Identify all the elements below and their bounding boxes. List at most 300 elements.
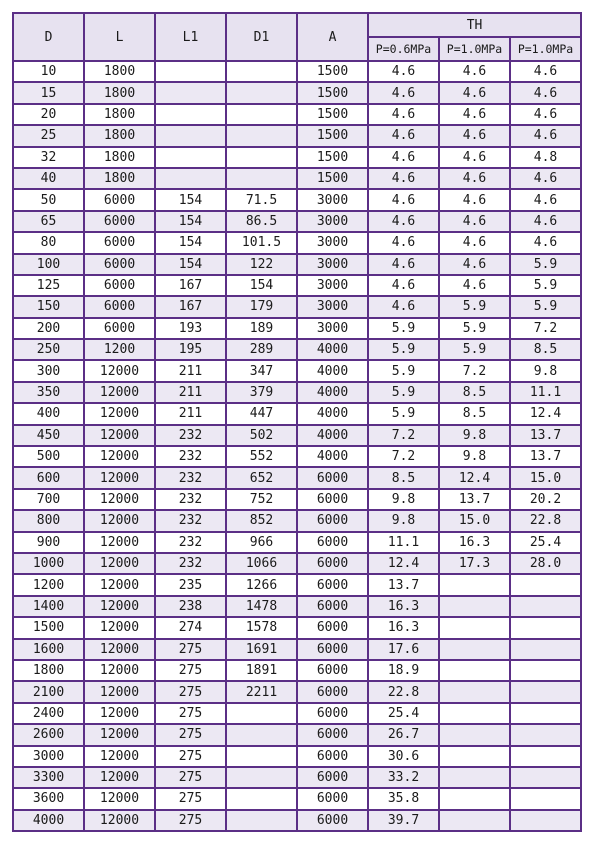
cell-th-p1: 4.6	[368, 61, 439, 82]
cell-d: 1600	[13, 639, 84, 660]
cell-th-p1: 7.2	[368, 446, 439, 467]
cell-d: 350	[13, 382, 84, 403]
cell-d: 600	[13, 467, 84, 488]
cell-th-p1: 8.5	[368, 467, 439, 488]
cell-d: 300	[13, 360, 84, 381]
cell-l: 1800	[84, 125, 155, 146]
cell-th-p3: 4.6	[510, 189, 581, 210]
cell-a: 3000	[297, 211, 368, 232]
cell-th-p2	[439, 639, 510, 660]
cell-th-p2	[439, 574, 510, 595]
cell-d1: 1891	[226, 660, 297, 681]
cell-th-p3: 4.6	[510, 232, 581, 253]
cell-l: 12000	[84, 639, 155, 660]
cell-th-p2: 4.6	[439, 168, 510, 189]
cell-d: 20	[13, 104, 84, 125]
cell-l1: 154	[155, 232, 226, 253]
cell-d1: 189	[226, 318, 297, 339]
cell-th-p3: 11.1	[510, 382, 581, 403]
cell-d: 1800	[13, 660, 84, 681]
cell-th-p2: 5.9	[439, 296, 510, 317]
cell-th-p1: 13.7	[368, 574, 439, 595]
cell-d1: 1578	[226, 617, 297, 638]
cell-th-p2: 5.9	[439, 318, 510, 339]
cell-a: 6000	[297, 788, 368, 809]
table-row	[13, 211, 581, 232]
cell-th-p3	[510, 788, 581, 809]
cell-th-p1: 5.9	[368, 403, 439, 424]
cell-th-p2: 5.9	[439, 339, 510, 360]
cell-l1: 167	[155, 296, 226, 317]
cell-l: 12000	[84, 360, 155, 381]
cell-l: 12000	[84, 767, 155, 788]
cell-l1: 232	[155, 553, 226, 574]
cell-th-p1: 39.7	[368, 810, 439, 831]
cell-a: 3000	[297, 318, 368, 339]
cell-th-p3: 7.2	[510, 318, 581, 339]
cell-th-p2: 4.6	[439, 82, 510, 103]
cell-l1: 154	[155, 254, 226, 275]
cell-d1: 1478	[226, 596, 297, 617]
cell-a: 3000	[297, 296, 368, 317]
cell-a: 4000	[297, 339, 368, 360]
cell-l1: 232	[155, 467, 226, 488]
cell-th-p3: 15.0	[510, 467, 581, 488]
cell-l: 12000	[84, 446, 155, 467]
table-row	[13, 467, 581, 488]
cell-th-p1: 4.6	[368, 168, 439, 189]
cell-th-p2: 4.6	[439, 254, 510, 275]
cell-th-p3: 4.6	[510, 104, 581, 125]
table-row	[13, 296, 581, 317]
cell-l: 12000	[84, 724, 155, 745]
cell-th-p3: 4.8	[510, 147, 581, 168]
table-body	[13, 61, 581, 831]
cell-th-p1: 17.6	[368, 639, 439, 660]
cell-l: 12000	[84, 617, 155, 638]
cell-d1: 122	[226, 254, 297, 275]
cell-l: 6000	[84, 254, 155, 275]
table-row	[13, 425, 581, 446]
cell-l: 1800	[84, 104, 155, 125]
cell-th-p1: 9.8	[368, 489, 439, 510]
cell-a: 1500	[297, 82, 368, 103]
cell-th-p3: 4.6	[510, 168, 581, 189]
cell-l1: 211	[155, 403, 226, 424]
cell-th-p3: 4.6	[510, 82, 581, 103]
cell-a: 4000	[297, 403, 368, 424]
cell-l1	[155, 168, 226, 189]
cell-d: 2600	[13, 724, 84, 745]
cell-a: 6000	[297, 810, 368, 831]
cell-th-p2: 4.6	[439, 211, 510, 232]
cell-th-p1: 4.6	[368, 125, 439, 146]
table-row	[13, 596, 581, 617]
cell-l1: 275	[155, 767, 226, 788]
table-row	[13, 767, 581, 788]
table-row	[13, 82, 581, 103]
cell-th-p3: 13.7	[510, 446, 581, 467]
table-row	[13, 61, 581, 82]
header-th: TH	[368, 13, 581, 37]
cell-l: 12000	[84, 746, 155, 767]
cell-l1: 232	[155, 510, 226, 531]
header-pressure-3: P=1.0MPa	[510, 37, 581, 61]
cell-th-p2: 4.6	[439, 275, 510, 296]
cell-a: 3000	[297, 254, 368, 275]
cell-d: 1000	[13, 553, 84, 574]
cell-th-p3	[510, 703, 581, 724]
cell-th-p3: 13.7	[510, 425, 581, 446]
cell-l1: 275	[155, 746, 226, 767]
cell-l: 12000	[84, 596, 155, 617]
table-row	[13, 232, 581, 253]
cell-th-p2: 4.6	[439, 147, 510, 168]
cell-th-p2: 9.8	[439, 446, 510, 467]
cell-a: 1500	[297, 168, 368, 189]
cell-th-p3	[510, 596, 581, 617]
cell-th-p3: 5.9	[510, 296, 581, 317]
header-a: A	[297, 13, 368, 61]
cell-d: 3600	[13, 788, 84, 809]
cell-l: 6000	[84, 318, 155, 339]
cell-th-p2	[439, 703, 510, 724]
cell-d: 15	[13, 82, 84, 103]
cell-l: 12000	[84, 703, 155, 724]
cell-l: 12000	[84, 532, 155, 553]
cell-th-p3	[510, 574, 581, 595]
cell-l: 1800	[84, 61, 155, 82]
table-row	[13, 318, 581, 339]
cell-l: 1800	[84, 82, 155, 103]
cell-d1: 966	[226, 532, 297, 553]
cell-a: 3000	[297, 189, 368, 210]
cell-a: 1500	[297, 147, 368, 168]
cell-th-p3	[510, 746, 581, 767]
cell-d1: 1066	[226, 553, 297, 574]
cell-d: 250	[13, 339, 84, 360]
cell-a: 6000	[297, 617, 368, 638]
cell-th-p2: 13.7	[439, 489, 510, 510]
cell-l1: 195	[155, 339, 226, 360]
cell-l: 12000	[84, 510, 155, 531]
cell-a: 6000	[297, 703, 368, 724]
pipe-spec-table	[12, 12, 582, 832]
cell-l: 12000	[84, 403, 155, 424]
cell-d1	[226, 767, 297, 788]
cell-a: 6000	[297, 553, 368, 574]
cell-a: 4000	[297, 360, 368, 381]
cell-th-p3	[510, 660, 581, 681]
cell-a: 1500	[297, 104, 368, 125]
cell-th-p1: 5.9	[368, 382, 439, 403]
cell-d: 450	[13, 425, 84, 446]
header-d1: D1	[226, 13, 297, 61]
cell-d1: 1691	[226, 639, 297, 660]
cell-l: 12000	[84, 425, 155, 446]
table-row	[13, 254, 581, 275]
cell-th-p2: 8.5	[439, 382, 510, 403]
cell-l1: 154	[155, 189, 226, 210]
cell-th-p1: 9.8	[368, 510, 439, 531]
cell-d1: 379	[226, 382, 297, 403]
cell-l1: 232	[155, 532, 226, 553]
cell-th-p2	[439, 746, 510, 767]
cell-d1: 101.5	[226, 232, 297, 253]
cell-d1	[226, 724, 297, 745]
cell-th-p3	[510, 639, 581, 660]
cell-d1	[226, 788, 297, 809]
cell-l: 12000	[84, 467, 155, 488]
cell-d: 32	[13, 147, 84, 168]
cell-d: 80	[13, 232, 84, 253]
cell-l: 1800	[84, 147, 155, 168]
cell-th-p2	[439, 724, 510, 745]
header-d: D	[13, 13, 84, 61]
cell-d1: 552	[226, 446, 297, 467]
cell-l1: 275	[155, 724, 226, 745]
table-row	[13, 339, 581, 360]
cell-l1: 154	[155, 211, 226, 232]
cell-th-p1: 25.4	[368, 703, 439, 724]
cell-th-p2: 9.8	[439, 425, 510, 446]
cell-a: 6000	[297, 660, 368, 681]
cell-th-p1: 4.6	[368, 254, 439, 275]
cell-l: 12000	[84, 382, 155, 403]
cell-l1	[155, 104, 226, 125]
cell-l1	[155, 125, 226, 146]
cell-a: 6000	[297, 767, 368, 788]
cell-a: 6000	[297, 596, 368, 617]
cell-th-p1: 18.9	[368, 660, 439, 681]
table-row	[13, 788, 581, 809]
cell-th-p1: 30.6	[368, 746, 439, 767]
cell-a: 6000	[297, 746, 368, 767]
cell-l1	[155, 61, 226, 82]
cell-d: 150	[13, 296, 84, 317]
cell-d: 400	[13, 403, 84, 424]
cell-th-p1: 5.9	[368, 360, 439, 381]
cell-th-p3: 28.0	[510, 553, 581, 574]
cell-d1	[226, 82, 297, 103]
table-row	[13, 446, 581, 467]
cell-d: 500	[13, 446, 84, 467]
cell-d: 900	[13, 532, 84, 553]
cell-l1: 238	[155, 596, 226, 617]
cell-a: 6000	[297, 532, 368, 553]
cell-d1	[226, 125, 297, 146]
cell-th-p3: 4.6	[510, 61, 581, 82]
cell-d: 100	[13, 254, 84, 275]
cell-th-p2	[439, 681, 510, 702]
cell-l: 12000	[84, 489, 155, 510]
cell-l1: 275	[155, 810, 226, 831]
cell-th-p1: 4.6	[368, 275, 439, 296]
table-row	[13, 703, 581, 724]
cell-d1: 1266	[226, 574, 297, 595]
cell-l: 1800	[84, 168, 155, 189]
cell-d: 800	[13, 510, 84, 531]
cell-l1: 275	[155, 681, 226, 702]
cell-l1: 211	[155, 360, 226, 381]
table-row	[13, 168, 581, 189]
cell-l1: 167	[155, 275, 226, 296]
cell-th-p1: 4.6	[368, 104, 439, 125]
cell-th-p3: 5.9	[510, 275, 581, 296]
cell-th-p3: 9.8	[510, 360, 581, 381]
cell-d1	[226, 168, 297, 189]
table-row	[13, 724, 581, 745]
cell-l1: 232	[155, 425, 226, 446]
cell-th-p3	[510, 810, 581, 831]
cell-d1: 347	[226, 360, 297, 381]
cell-th-p3: 12.4	[510, 403, 581, 424]
cell-l: 12000	[84, 681, 155, 702]
table-row	[13, 617, 581, 638]
cell-th-p1: 4.6	[368, 189, 439, 210]
cell-th-p2: 4.6	[439, 61, 510, 82]
cell-l1: 275	[155, 660, 226, 681]
cell-th-p3: 4.6	[510, 125, 581, 146]
cell-l1: 275	[155, 703, 226, 724]
cell-th-p3	[510, 767, 581, 788]
header-pressure-1: P=0.6MPa	[368, 37, 439, 61]
cell-l: 6000	[84, 189, 155, 210]
cell-th-p2	[439, 617, 510, 638]
cell-d1	[226, 147, 297, 168]
table-row	[13, 403, 581, 424]
cell-th-p3: 5.9	[510, 254, 581, 275]
cell-th-p2	[439, 596, 510, 617]
cell-l: 12000	[84, 553, 155, 574]
cell-th-p1: 16.3	[368, 596, 439, 617]
cell-d1	[226, 746, 297, 767]
table-row	[13, 147, 581, 168]
cell-d1: 154	[226, 275, 297, 296]
cell-d: 2400	[13, 703, 84, 724]
cell-th-p2	[439, 767, 510, 788]
cell-th-p3: 22.8	[510, 510, 581, 531]
cell-d1: 502	[226, 425, 297, 446]
cell-th-p1: 35.8	[368, 788, 439, 809]
cell-l1: 235	[155, 574, 226, 595]
cell-l1	[155, 82, 226, 103]
table-row	[13, 189, 581, 210]
cell-l: 6000	[84, 232, 155, 253]
cell-th-p2: 16.3	[439, 532, 510, 553]
table-row	[13, 553, 581, 574]
cell-d: 200	[13, 318, 84, 339]
cell-a: 4000	[297, 382, 368, 403]
table-row	[13, 104, 581, 125]
cell-a: 1500	[297, 125, 368, 146]
cell-th-p1: 12.4	[368, 553, 439, 574]
cell-th-p1: 4.6	[368, 147, 439, 168]
cell-a: 3000	[297, 275, 368, 296]
cell-l: 6000	[84, 275, 155, 296]
cell-d1	[226, 104, 297, 125]
cell-d1	[226, 61, 297, 82]
table-row	[13, 382, 581, 403]
cell-d: 1500	[13, 617, 84, 638]
table-header	[13, 13, 581, 61]
table-row	[13, 660, 581, 681]
cell-d: 1200	[13, 574, 84, 595]
cell-th-p2: 12.4	[439, 467, 510, 488]
header-pressure-2: P=1.0MPa	[439, 37, 510, 61]
cell-a: 6000	[297, 681, 368, 702]
cell-th-p2: 4.6	[439, 232, 510, 253]
cell-th-p2: 4.6	[439, 104, 510, 125]
cell-d1: 852	[226, 510, 297, 531]
cell-d: 65	[13, 211, 84, 232]
cell-d1: 2211	[226, 681, 297, 702]
cell-d: 1400	[13, 596, 84, 617]
cell-a: 6000	[297, 574, 368, 595]
cell-a: 4000	[297, 446, 368, 467]
cell-th-p3	[510, 617, 581, 638]
cell-l1: 275	[155, 788, 226, 809]
cell-d1: 652	[226, 467, 297, 488]
cell-l: 12000	[84, 660, 155, 681]
cell-th-p1: 4.6	[368, 296, 439, 317]
cell-th-p1: 16.3	[368, 617, 439, 638]
cell-th-p1: 7.2	[368, 425, 439, 446]
cell-a: 6000	[297, 510, 368, 531]
header-l: L	[84, 13, 155, 61]
cell-th-p2	[439, 660, 510, 681]
cell-d1	[226, 703, 297, 724]
table-row	[13, 125, 581, 146]
table-row	[13, 574, 581, 595]
cell-th-p3	[510, 681, 581, 702]
cell-a: 3000	[297, 232, 368, 253]
table-row	[13, 510, 581, 531]
cell-th-p1: 26.7	[368, 724, 439, 745]
cell-l: 6000	[84, 296, 155, 317]
cell-l: 12000	[84, 788, 155, 809]
cell-a: 6000	[297, 467, 368, 488]
cell-th-p3: 4.6	[510, 211, 581, 232]
cell-l: 1200	[84, 339, 155, 360]
cell-l: 12000	[84, 810, 155, 831]
cell-d: 3300	[13, 767, 84, 788]
cell-l1: 275	[155, 639, 226, 660]
table-row	[13, 746, 581, 767]
cell-th-p1: 4.6	[368, 211, 439, 232]
cell-th-p2: 15.0	[439, 510, 510, 531]
cell-d: 25	[13, 125, 84, 146]
cell-th-p1: 5.9	[368, 339, 439, 360]
cell-l: 6000	[84, 211, 155, 232]
cell-d1: 86.5	[226, 211, 297, 232]
cell-d: 50	[13, 189, 84, 210]
cell-a: 1500	[297, 61, 368, 82]
cell-d1: 752	[226, 489, 297, 510]
cell-th-p3: 20.2	[510, 489, 581, 510]
cell-th-p1: 5.9	[368, 318, 439, 339]
cell-d: 3000	[13, 746, 84, 767]
cell-d: 4000	[13, 810, 84, 831]
cell-l1: 211	[155, 382, 226, 403]
cell-d1: 179	[226, 296, 297, 317]
cell-th-p1: 4.6	[368, 82, 439, 103]
table-row	[13, 489, 581, 510]
cell-l1: 232	[155, 446, 226, 467]
cell-th-p3: 8.5	[510, 339, 581, 360]
cell-th-p1: 22.8	[368, 681, 439, 702]
cell-d: 700	[13, 489, 84, 510]
